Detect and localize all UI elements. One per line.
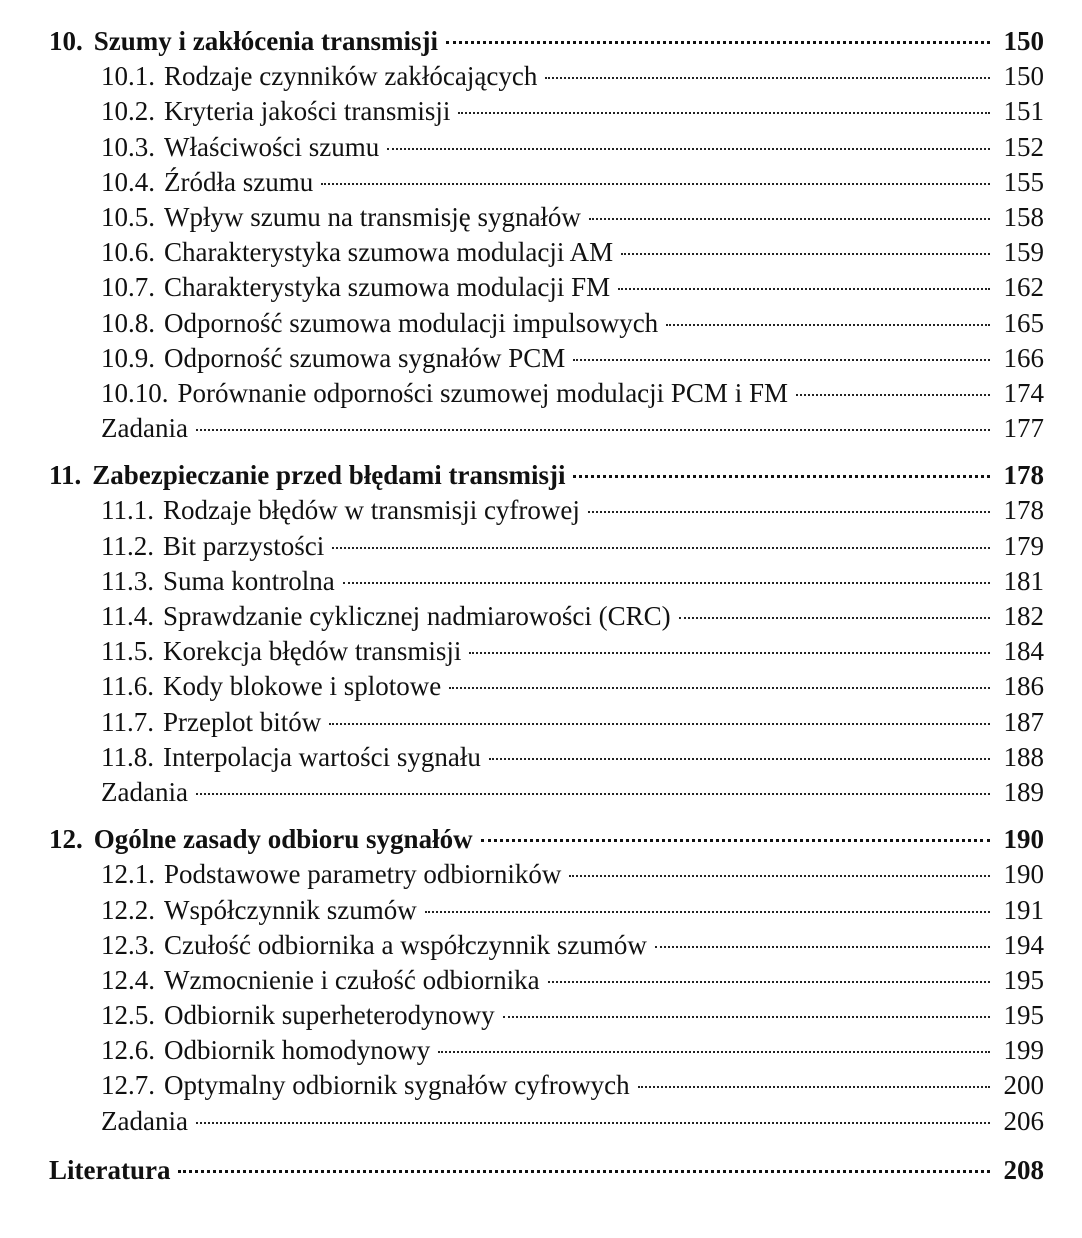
section-entry[interactable] (49, 493, 1044, 528)
dot-leader (196, 1122, 990, 1124)
dot-leader (573, 359, 990, 361)
chapter-heading[interactable] (49, 822, 1044, 857)
dot-leader (321, 183, 990, 185)
section-title: Zadania (101, 413, 188, 444)
section-title: Charakterystyka szumowa modulacji AM (164, 237, 614, 268)
chapter-number: 10. (49, 26, 83, 56)
chapter-title: Zabezpieczanie przed błędami transmisji (92, 460, 566, 491)
section-page: 195 (1003, 964, 1044, 995)
section-entry[interactable] (49, 341, 1044, 376)
chapter-number: 12. (49, 824, 83, 855)
dot-leader (545, 77, 990, 79)
section-page: 152 (1003, 131, 1044, 162)
section-number: 11.4. (101, 601, 154, 631)
section-page: 186 (1003, 671, 1044, 702)
section-entry[interactable] (49, 893, 1044, 928)
section-page: 194 (1003, 929, 1044, 960)
dot-leader (178, 1170, 990, 1173)
section-entry[interactable] (49, 306, 1044, 341)
section-entry[interactable] (49, 740, 1044, 775)
dot-leader (621, 253, 990, 255)
section-page: 158 (1003, 201, 1044, 232)
literature-entry[interactable] (49, 1153, 1044, 1188)
dot-leader (638, 1086, 990, 1088)
section-number: 12.3. (101, 929, 155, 960)
section-entry[interactable] (49, 669, 1044, 704)
section-entry[interactable] (49, 200, 1044, 235)
section-entry[interactable] (49, 998, 1044, 1033)
section-entry[interactable] (49, 59, 1044, 94)
section-page: 182 (1003, 601, 1044, 631)
section-title: Przeplot bitów (163, 706, 322, 737)
section-title: Zadania (101, 776, 188, 807)
dot-leader (481, 839, 990, 842)
section-title: Korekcja błędów transmisji (163, 636, 462, 667)
section-entry[interactable] (49, 857, 1044, 892)
dot-leader (569, 875, 990, 877)
chapter-block (49, 24, 1044, 446)
section-number: 10.6. (101, 237, 155, 268)
section-number: 11.5. (101, 636, 154, 667)
section-title: Odbiornik superheterodynowy (164, 1000, 495, 1031)
section-number: 10.10. (101, 377, 169, 408)
section-number: 10.9. (101, 342, 155, 373)
section-number: 11.8. (101, 741, 154, 772)
section-number: 12.4. (101, 964, 155, 995)
section-title: Odbiornik homodynowy (164, 1035, 431, 1066)
chapter-heading[interactable] (49, 24, 1044, 59)
section-title: Właściwości szumu (164, 131, 380, 162)
section-number: 10.4. (101, 166, 155, 197)
literature-title: Literatura (49, 1154, 171, 1185)
dot-leader (589, 218, 990, 220)
chapter-block (49, 822, 1044, 1139)
section-number: 10.1. (101, 61, 155, 92)
section-title: Współczynnik szumów (164, 894, 417, 925)
section-number: 10.7. (101, 272, 155, 303)
section-title: Źródła szumu (164, 166, 314, 197)
dot-leader (446, 41, 990, 44)
section-title: Charakterystyka szumowa modulacji FM (164, 272, 611, 303)
section-title: Kody blokowe i splotowe (163, 671, 442, 702)
dot-leader (425, 911, 990, 913)
section-page: 177 (1003, 413, 1044, 444)
section-entry[interactable] (49, 705, 1044, 740)
section-page: 200 (1003, 1070, 1044, 1101)
section-title: Optymalny odbiornik sygnałów cyfrowych (164, 1070, 630, 1101)
section-number: 11.6. (101, 671, 154, 702)
section-entry[interactable] (49, 1104, 1044, 1139)
section-entry[interactable] (49, 165, 1044, 200)
section-entry[interactable] (49, 529, 1044, 564)
section-entry[interactable] (49, 963, 1044, 998)
section-page: 195 (1003, 1000, 1044, 1031)
section-number: 11.7. (101, 706, 154, 737)
section-entry[interactable] (49, 94, 1044, 129)
section-page: 206 (1003, 1105, 1044, 1136)
section-page: 199 (1003, 1035, 1044, 1066)
section-page: 187 (1003, 706, 1044, 737)
chapter-title: Ogólne zasady odbioru sygnałów (93, 824, 473, 855)
dot-leader (196, 793, 990, 795)
section-page: 190 (1003, 859, 1044, 890)
section-entry[interactable] (49, 130, 1044, 165)
section-number: 10.8. (101, 307, 155, 338)
section-title: Suma kontrolna (163, 565, 335, 596)
section-page: 162 (1003, 272, 1044, 303)
section-page: 188 (1003, 741, 1044, 772)
section-title: Odporność szumowa modulacji impulsowych (164, 307, 659, 338)
chapter-heading[interactable] (49, 458, 1044, 493)
section-title: Bit parzystości (163, 530, 325, 561)
section-number: 12.1. (101, 859, 155, 890)
table-of-contents (49, 24, 1044, 1188)
section-title: Rodzaje błędów w transmisji cyfrowej (163, 495, 580, 526)
section-entry[interactable] (49, 235, 1044, 270)
dot-leader (618, 288, 990, 290)
section-page: 165 (1003, 307, 1044, 338)
section-number: 10.3. (101, 131, 155, 162)
dot-leader (387, 148, 990, 150)
section-title: Zadania (101, 1105, 188, 1136)
chapter-number: 11. (49, 460, 82, 491)
section-page: 150 (1003, 61, 1044, 92)
dot-leader (666, 324, 990, 326)
section-page: 174 (1003, 377, 1044, 408)
dot-leader (489, 758, 990, 760)
dot-leader (503, 1016, 990, 1018)
chapter-block (49, 458, 1044, 810)
dot-leader (588, 511, 990, 513)
section-title: Rodzaje czynników zakłócających (164, 61, 538, 92)
section-entry[interactable] (49, 1068, 1044, 1103)
section-page: 151 (1003, 96, 1044, 127)
section-entry[interactable] (49, 270, 1044, 305)
section-entry[interactable] (49, 928, 1044, 963)
dot-leader (196, 429, 990, 431)
dot-leader (573, 475, 990, 478)
section-page: 179 (1003, 530, 1044, 561)
section-entry[interactable] (49, 564, 1044, 599)
section-page: 191 (1003, 894, 1044, 925)
dot-leader (679, 617, 990, 619)
chapter-page: 190 (1003, 824, 1044, 855)
chapter-page: 150 (1003, 26, 1044, 56)
section-entry[interactable] (49, 775, 1044, 810)
section-page: 159 (1003, 237, 1044, 268)
section-page: 155 (1003, 166, 1044, 197)
section-entry[interactable] (49, 1033, 1044, 1068)
section-number: 10.5. (101, 201, 155, 232)
section-number: 12.5. (101, 1000, 155, 1031)
section-page: 189 (1003, 776, 1044, 807)
section-title: Wzmocnienie i czułość odbiornika (164, 964, 540, 995)
section-number: 12.2. (101, 894, 155, 925)
section-title: Podstawowe parametry odbiorników (164, 859, 562, 890)
dot-leader (343, 582, 990, 584)
dot-leader (438, 1051, 990, 1053)
chapter-title: Szumy i zakłócenia transmisji (93, 26, 438, 56)
section-entry[interactable] (49, 634, 1044, 669)
section-entry[interactable] (49, 599, 1044, 634)
dot-leader (796, 394, 990, 396)
section-title: Kryteria jakości transmisji (164, 96, 451, 127)
dot-leader (458, 112, 990, 114)
section-entry[interactable] (49, 411, 1044, 446)
section-title: Interpolacja wartości sygnału (163, 741, 481, 772)
dot-leader (548, 981, 990, 983)
dot-leader (469, 652, 990, 654)
section-number: 11.1. (101, 495, 154, 526)
section-number: 11.2. (101, 530, 154, 561)
dot-leader (449, 687, 990, 689)
section-entry[interactable] (49, 376, 1044, 411)
section-title: Odporność szumowa sygnałów PCM (164, 342, 566, 373)
section-page: 166 (1003, 342, 1044, 373)
section-title: Wpływ szumu na transmisję sygnałów (164, 201, 581, 232)
literature-page: 208 (1003, 1154, 1044, 1185)
dot-leader (655, 946, 990, 948)
section-page: 184 (1003, 636, 1044, 667)
dot-leader (332, 547, 990, 549)
section-number: 12.7. (101, 1070, 155, 1101)
dot-leader (329, 723, 990, 725)
section-number: 11.3. (101, 565, 154, 596)
section-number: 12.6. (101, 1035, 155, 1066)
section-page: 178 (1003, 495, 1044, 526)
chapter-list (49, 24, 1044, 1139)
section-page: 181 (1003, 565, 1044, 596)
section-title: Sprawdzanie cyklicznej nadmiarowości (CRC) (163, 601, 671, 631)
section-title: Czułość odbiornika a współczynnik szumów (164, 929, 647, 960)
chapter-page: 178 (1003, 460, 1044, 491)
section-number: 10.2. (101, 96, 155, 127)
section-title: Porównanie odporności szumowej modulacji PCM i FM (177, 377, 788, 408)
